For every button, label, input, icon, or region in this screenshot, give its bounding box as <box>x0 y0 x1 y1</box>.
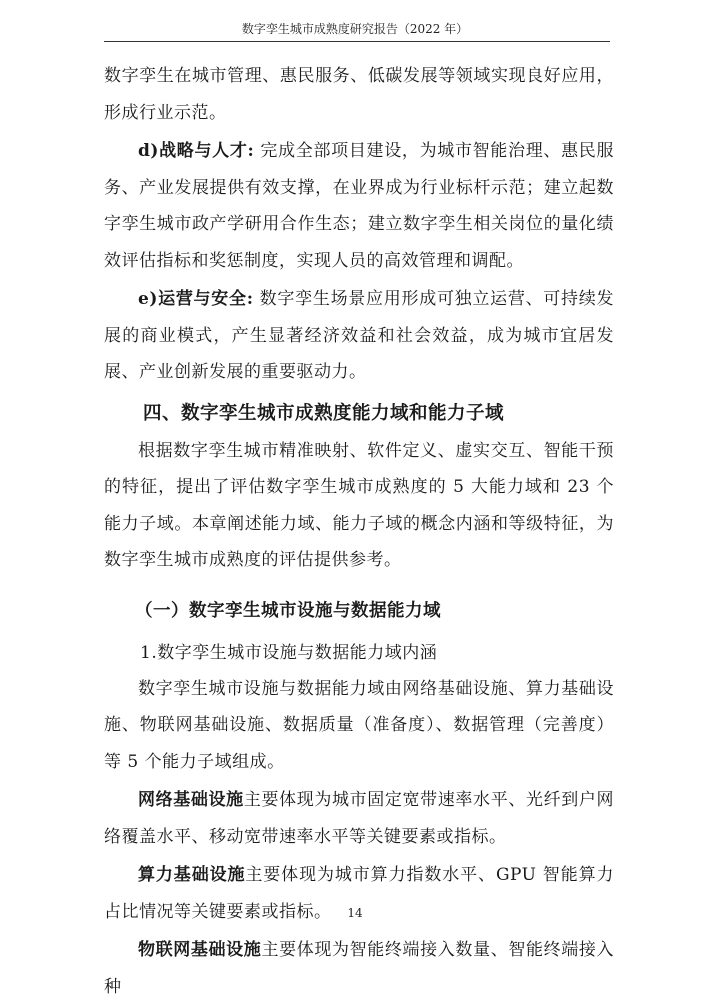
paragraph-iot-infrastructure <box>104 932 614 1005</box>
section-heading: （一）数字孪生城市设施与数据能力域 <box>135 600 441 621</box>
paragraph-strategy-talent <box>104 133 614 279</box>
page-number: 14 <box>347 906 363 920</box>
operations-security-lead: e)运营与安全: <box>138 289 254 309</box>
running-header: 数字孪生城市成熟度研究报告（2022 年） <box>241 22 469 36</box>
strategy-talent-text: 完成全部项目建设，为城市智能治理、惠民服务、产业发展提供有效支撑，在业界成为行业标杆示范；建立起数字孪生城市政产学研用合作生态；建立数字孪生相关岗位的量化绩效评估指标和奖惩制度，实现人员的高效管理和调配。 <box>104 141 614 271</box>
strategy-talent-lead: d)战略与人才: <box>138 141 255 161</box>
paragraph-network-infrastructure <box>104 782 614 855</box>
network-infrastructure-lead: 网络基础设施 <box>138 790 244 810</box>
compute-infrastructure-text: 主要体现为城市算力指数水平、GPU 智能算力占比情况等关键要素或指标。 <box>104 865 615 922</box>
operations-security-text: 数字孪生场景应用形成可独立运营、可持续发展的商业模式，产生显著经济效益和社会效益，成为城市宜居发展、产业创新发展的重要驱动力。 <box>104 289 614 382</box>
compute-infrastructure-lead: 算力基础设施 <box>138 865 246 885</box>
paragraph-continuation: 数字孪生在城市管理、惠民服务、低碳发展等领域实现良好应用，形成行业示范。 <box>104 66 614 123</box>
header-rule <box>104 41 610 42</box>
iot-infrastructure-lead: 物联网基础设施 <box>138 940 262 960</box>
sub-heading: 1.数字孪生城市设施与数据能力域内涵 <box>140 642 438 663</box>
paragraph-chapter-intro: 根据数字孪生城市精准映射、软件定义、虚实交互、智能干预的特征，提出了评估数字孪生城市成熟度的 5 大能力域和 23 个能力子域。本章阐述能力域、能力子域的概念内涵和等级特征，为数字孪生城市成熟度的评估提供参考。 <box>104 440 614 570</box>
paragraph-operations-security <box>104 281 614 391</box>
page-body <box>104 58 614 1005</box>
iot-infrastructure-text: 主要体现为智能终端接入数量、智能终端接入种 <box>104 940 615 997</box>
paragraph-domain-composition: 数字孪生城市设施与数据能力域由网络基础设施、算力基础设施、物联网基础设施、数据质量（准备度）、数据管理（完善度）等 5 个能力子域组成。 <box>104 678 614 772</box>
chapter-heading: 四、数字孪生城市成熟度能力域和能力子域 <box>143 402 505 424</box>
network-infrastructure-text: 主要体现为城市固定宽带速率水平、光纤到户网络覆盖水平、移动宽带速率水平等关键要素或指标。 <box>104 790 615 847</box>
